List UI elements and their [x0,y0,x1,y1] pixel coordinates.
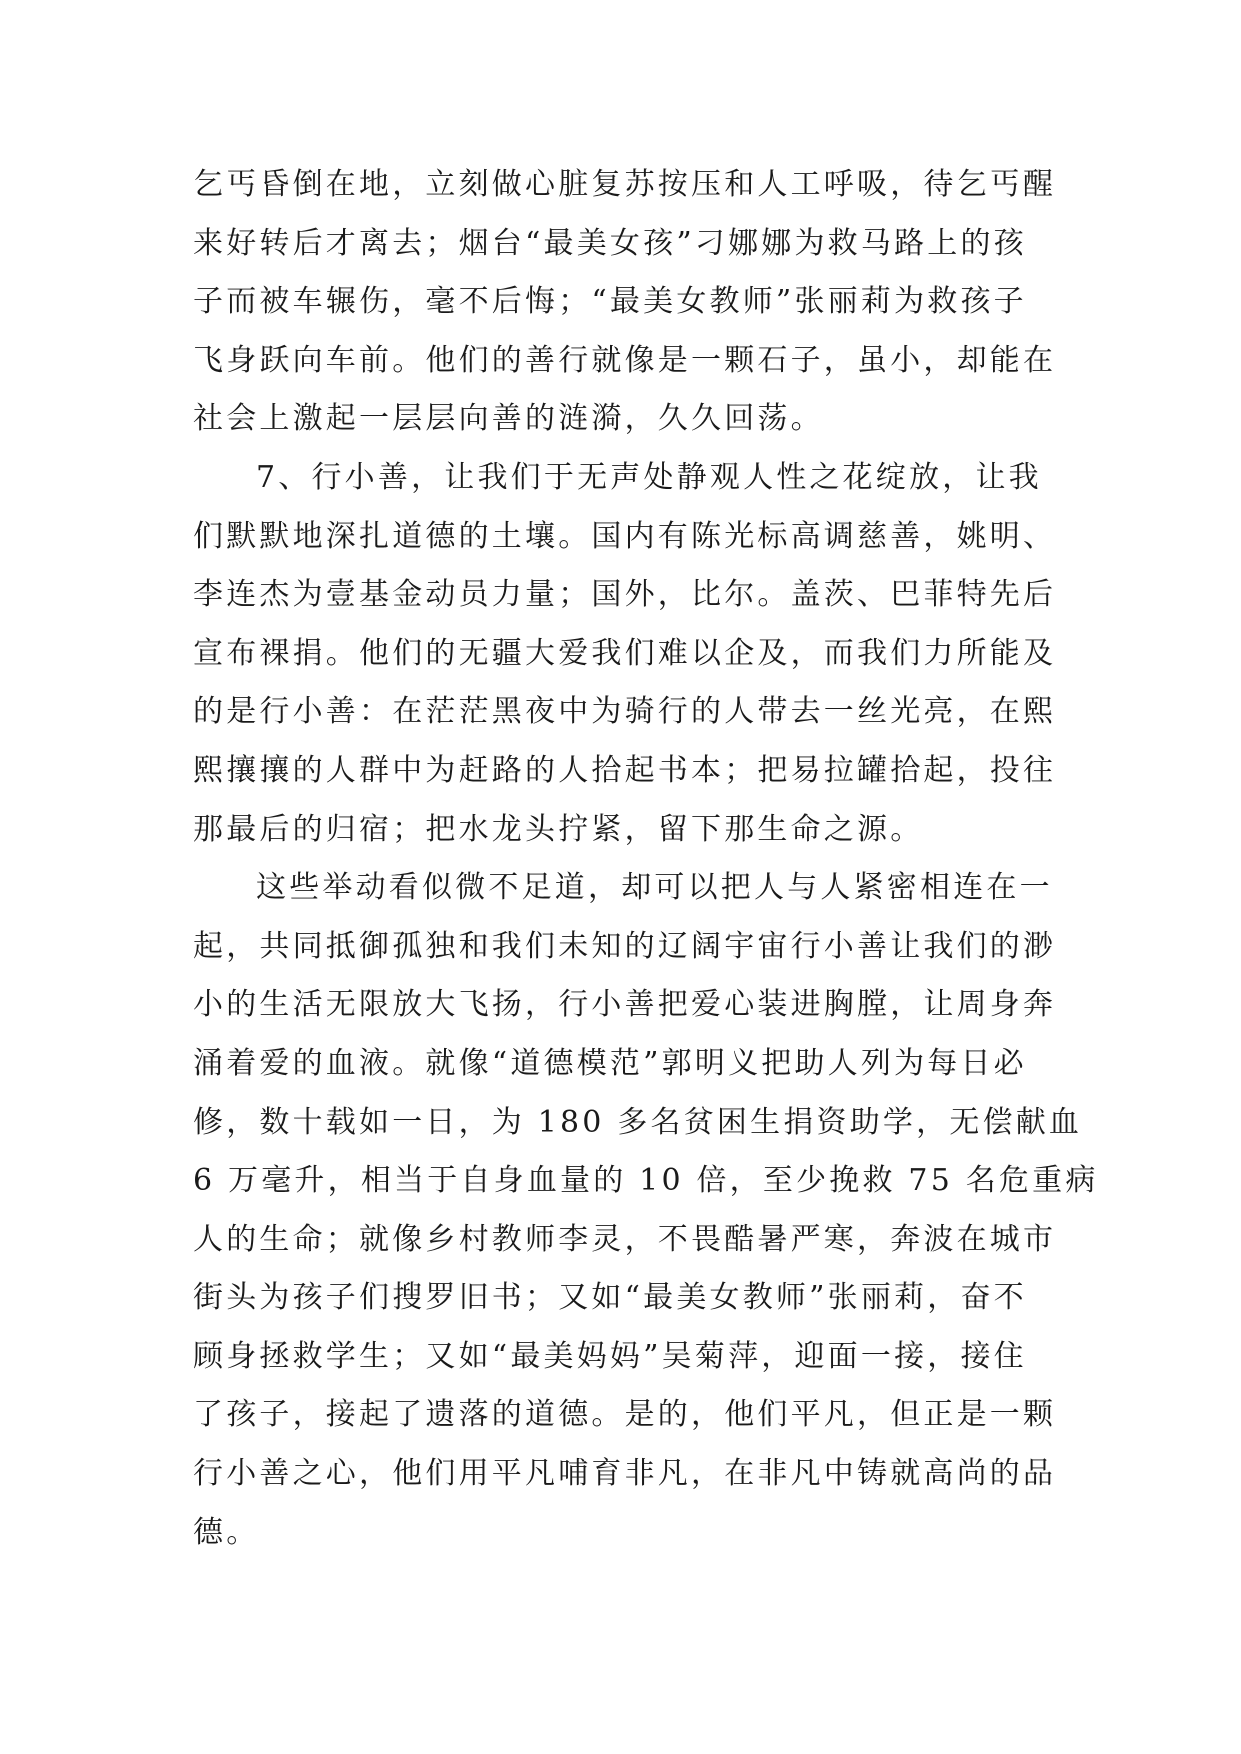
text-line: 6 万毫升，相当于自身血量的 10 倍，至少挽救 75 名危重病 [193,1163,1099,1199]
body-text [193,156,1099,1562]
text-line: 熙攘攘的人群中为赶路的人拾起书本；把易拉罐拾起，投往 [193,752,1057,788]
text-line: 子而被车辗伤，毫不后悔；“最美女教师”张丽莉为救孩子 [193,284,1027,320]
text-line: 社会上激起一层层向善的涟漪，久久回荡。 [193,401,824,437]
text-line: 涌着爱的血液。就像“道德模范”郭明义把助人列为每日必 [193,1045,1027,1081]
text-line: 德。 [193,1514,260,1550]
text-line: 的是行小善：在茫茫黑夜中为骑行的人带去一丝光亮，在熙 [193,694,1057,730]
text-line: 街头为孩子们搜罗旧书；又如“最美女教师”张丽莉，奋不 [193,1280,1027,1316]
text-line: 顾身拯救学生；又如“最美妈妈”吴菊萍，迎面一接，接住 [193,1338,1027,1374]
text-line: 人的生命；就像乡村教师李灵，不畏酷暑严寒，奔波在城市 [193,1221,1057,1257]
text-line: 起，共同抵御孤独和我们未知的辽阔宇宙行小善让我们的渺 [193,928,1057,964]
text-line: 行小善之心，他们用平凡哺育非凡，在非凡中铸就高尚的品 [193,1456,1057,1492]
text-line: 宣布裸捐。他们的无疆大爱我们难以企及，而我们力所能及 [193,635,1057,671]
paragraph-start-line: 7、行小善，让我们于无声处静观人性之花绽放，让我 [256,459,1042,495]
text-line: 来好转后才离去；烟台“最美女孩”刁娜娜为救马路上的孩 [193,225,1027,261]
text-line: 李连杰为壹基金动员力量；国外，比尔。盖茨、巴菲特先后 [193,577,1057,613]
text-line: 那最后的归宿；把水龙头拧紧，留下那生命之源。 [193,811,924,847]
text-line: 了孩子，接起了遗落的道德。是的，他们平凡，但正是一颗 [193,1397,1057,1433]
paragraph-start-line: 这些举动看似微不足道，却可以把人与人紧密相连在一 [256,870,1053,906]
text-line: 乞丐昏倒在地，立刻做心脏复苏按压和人工呼吸，待乞丐醒 [193,167,1057,202]
text-line: 小的生活无限放大飞扬，行小善把爱心装进胸膛，让周身奔 [193,987,1057,1023]
text-line: 修，数十载如一日，为 180 多名贫困生捐资助学，无偿献血 [193,1104,1083,1140]
text-line: 们默默地深扎道德的土壤。国内有陈光标高调慈善，姚明、 [193,518,1057,554]
text-line: 飞身跃向车前。他们的善行就像是一颗石子，虽小，却能在 [193,342,1057,378]
